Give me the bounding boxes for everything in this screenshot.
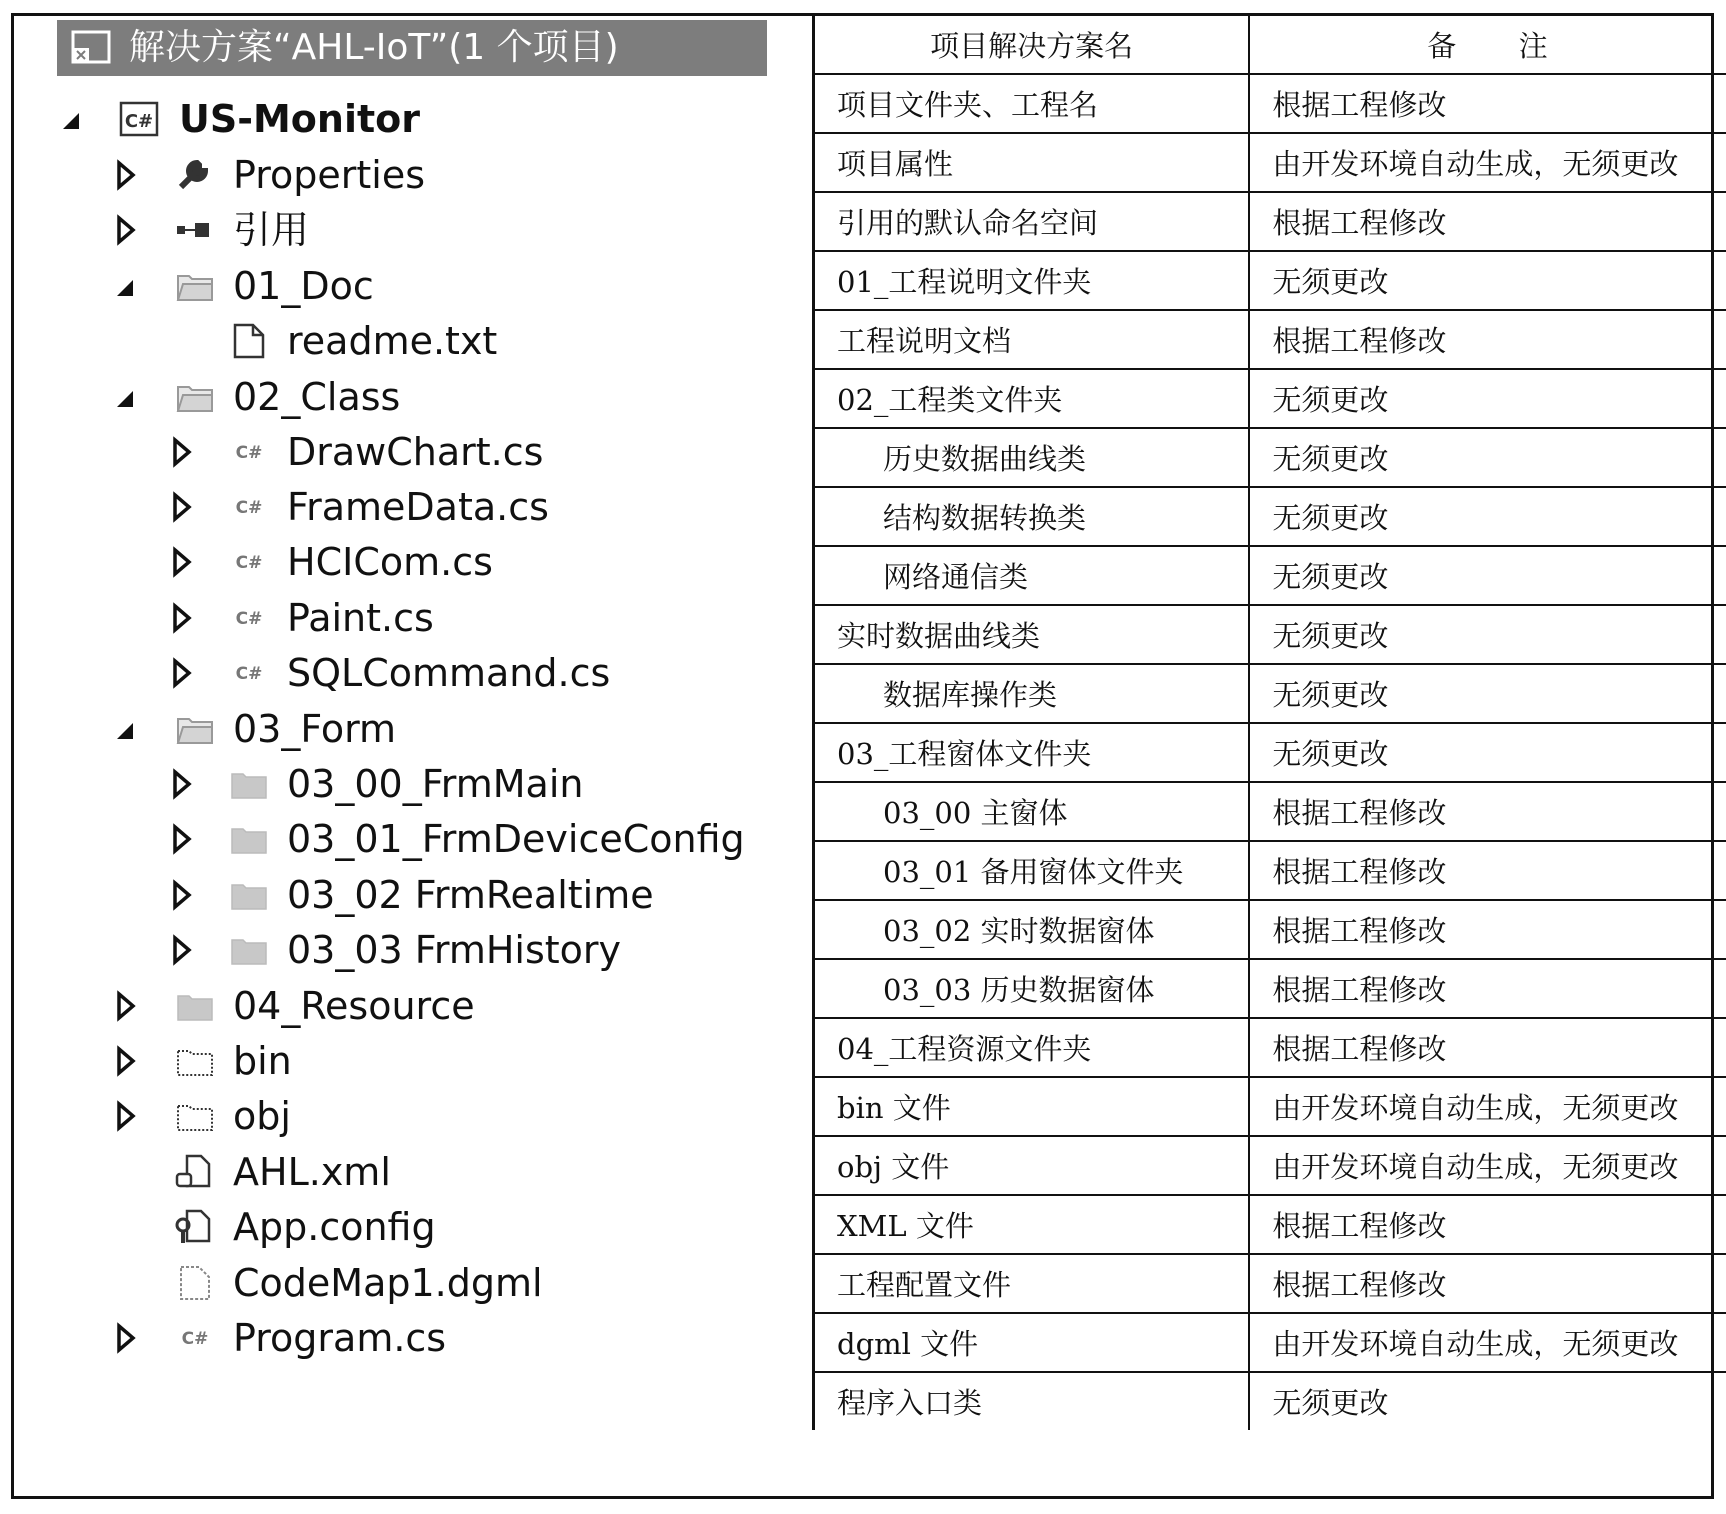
cell-note: 由开发环境自动生成，无须更改 <box>1249 1136 1726 1195</box>
table-row <box>814 605 1726 664</box>
collapsed-triangle-icon[interactable] <box>169 588 195 648</box>
cell-solution-name: 03_03 历史数据窗体 <box>814 959 1250 1018</box>
cell-note: 无须更改 <box>1249 723 1726 782</box>
table-row <box>814 900 1726 959</box>
table-row <box>814 546 1726 605</box>
table-row <box>814 664 1726 723</box>
tree-item[interactable] <box>11 809 771 869</box>
tree-item-label: 03_00_FrmMain <box>287 762 584 806</box>
tree-item-label: readme.txt <box>287 319 498 363</box>
cell-note: 由开发环境自动生成，无须更改 <box>1249 133 1726 192</box>
collapsed-triangle-icon[interactable] <box>169 865 195 925</box>
cell-note: 无须更改 <box>1249 251 1726 310</box>
table-row <box>814 1254 1726 1313</box>
table-header-row <box>814 16 1726 74</box>
cell-solution-name: 数据库操作类 <box>814 664 1250 723</box>
tree-item[interactable] <box>11 422 771 482</box>
cell-solution-name: 01_工程说明文件夹 <box>814 251 1250 310</box>
svg-text:C#: C# <box>235 443 263 463</box>
cell-solution-name: 03_02 实时数据窗体 <box>814 900 1250 959</box>
tree-item-label: App.config <box>233 1205 436 1249</box>
tree-item[interactable] <box>11 145 771 205</box>
cell-solution-name: 结构数据转换类 <box>814 487 1250 546</box>
table-row <box>814 487 1726 546</box>
tree-item[interactable] <box>11 643 771 703</box>
cell-note: 无须更改 <box>1249 369 1726 428</box>
cell-note: 根据工程修改 <box>1249 1018 1726 1077</box>
solution-explorer <box>11 13 811 1499</box>
solution-title: 解决方案“AHL-IoT”(1 个项目) <box>129 27 619 68</box>
table-row <box>814 1372 1726 1430</box>
table-row <box>814 428 1726 487</box>
table-row <box>814 133 1726 192</box>
table-row <box>814 1313 1726 1372</box>
cell-note: 由开发环境自动生成，无须更改 <box>1249 1077 1726 1136</box>
svg-text:C#: C# <box>124 111 154 132</box>
solution-icon <box>69 28 113 66</box>
collapsed-triangle-icon[interactable] <box>169 422 195 482</box>
tree-item-label: bin <box>233 1039 292 1083</box>
collapsed-triangle-icon[interactable] <box>169 532 195 592</box>
cell-solution-name: 02_工程类文件夹 <box>814 369 1250 428</box>
cell-note: 无须更改 <box>1249 487 1726 546</box>
tree-item-label: Properties <box>233 153 426 197</box>
cell-note: 根据工程修改 <box>1249 1254 1726 1313</box>
tree-item[interactable] <box>11 976 771 1036</box>
expanded-triangle-icon[interactable] <box>113 256 139 316</box>
tree-item[interactable] <box>11 1031 771 1091</box>
cell-note: 无须更改 <box>1249 546 1726 605</box>
tree-item[interactable] <box>11 1086 771 1146</box>
cell-note: 无须更改 <box>1249 605 1726 664</box>
table-row <box>814 369 1726 428</box>
csharp-icon <box>229 544 269 580</box>
file-icon <box>229 323 269 359</box>
cell-solution-name: obj 文件 <box>814 1136 1250 1195</box>
folder-open-icon <box>175 711 215 747</box>
collapsed-triangle-icon[interactable] <box>169 920 195 980</box>
tree-item[interactable] <box>11 754 771 814</box>
tree-item-label: 02_Class <box>233 375 401 419</box>
collapsed-triangle-icon[interactable] <box>169 809 195 869</box>
tree-item[interactable] <box>11 920 771 980</box>
table-row <box>814 1195 1726 1254</box>
collapsed-triangle-icon[interactable] <box>169 754 195 814</box>
cell-solution-name: 03_工程窗体文件夹 <box>814 723 1250 782</box>
tree-item-label: FrameData.cs <box>287 485 549 529</box>
tree-item[interactable] <box>11 477 771 537</box>
svg-text:C#: C# <box>235 553 263 573</box>
expanded-triangle-icon[interactable] <box>113 699 139 759</box>
tree-item[interactable] <box>11 1142 771 1202</box>
collapsed-triangle-icon[interactable] <box>169 477 195 537</box>
folder-icon <box>229 821 269 857</box>
collapsed-triangle-icon[interactable] <box>113 1086 139 1146</box>
cell-note: 根据工程修改 <box>1249 1195 1726 1254</box>
tree-item-label: HCICom.cs <box>287 540 493 584</box>
cell-solution-name: 程序入口类 <box>814 1372 1250 1430</box>
cell-note: 由开发环境自动生成，无须更改 <box>1249 1313 1726 1372</box>
tree-item-label: DrawChart.cs <box>287 430 544 474</box>
cell-solution-name: 项目属性 <box>814 133 1250 192</box>
xml-file-icon <box>175 1154 215 1190</box>
table-row <box>814 74 1726 133</box>
csharp-icon <box>229 655 269 691</box>
svg-text:C#: C# <box>181 1329 209 1349</box>
tree-item-label: AHL.xml <box>233 1150 391 1194</box>
tree-item-label: 01_Doc <box>233 264 374 308</box>
project-node[interactable] <box>11 89 771 149</box>
cell-note: 无须更改 <box>1249 428 1726 487</box>
expanded-triangle-icon[interactable] <box>113 367 139 427</box>
collapsed-triangle-icon[interactable] <box>113 145 139 205</box>
tree-item-label: Paint.cs <box>287 596 434 640</box>
csharp-project-icon <box>119 101 159 137</box>
collapsed-triangle-icon[interactable] <box>169 643 195 703</box>
tree-item[interactable] <box>11 1197 771 1257</box>
svg-text:C#: C# <box>235 498 263 518</box>
cell-solution-name: 历史数据曲线类 <box>814 428 1250 487</box>
cell-solution-name: 04_工程资源文件夹 <box>814 1018 1250 1077</box>
tree-item[interactable] <box>11 1253 771 1313</box>
table-row <box>814 310 1726 369</box>
tree-item-label: Program.cs <box>233 1316 447 1360</box>
cell-solution-name: 03_00 主窗体 <box>814 782 1250 841</box>
tree-item[interactable] <box>11 1308 771 1368</box>
cell-note: 根据工程修改 <box>1249 192 1726 251</box>
tree-item-label: 引用 <box>233 208 310 252</box>
config-file-icon <box>175 1209 215 1245</box>
table-row <box>814 251 1726 310</box>
cell-note: 无须更改 <box>1249 664 1726 723</box>
dgml-file-icon <box>175 1265 215 1301</box>
cell-solution-name: 项目文件夹、工程名 <box>814 74 1250 133</box>
table-row <box>814 959 1726 1018</box>
tree-item-label: 04_Resource <box>233 984 475 1028</box>
cell-note: 根据工程修改 <box>1249 900 1726 959</box>
tree-item[interactable] <box>11 588 771 648</box>
tree-item[interactable] <box>11 311 771 371</box>
tree-item[interactable] <box>11 367 771 427</box>
header-note: 备 注 <box>1249 16 1726 74</box>
collapsed-triangle-icon[interactable] <box>113 976 139 1036</box>
folder-open-icon <box>175 268 215 304</box>
cell-solution-name: dgml 文件 <box>814 1313 1250 1372</box>
tree-item-label: obj <box>233 1094 291 1138</box>
svg-text:C#: C# <box>235 609 263 629</box>
folder-icon <box>175 988 215 1024</box>
collapsed-triangle-icon[interactable] <box>113 200 139 260</box>
notes-table <box>812 16 1726 1430</box>
table-row <box>814 782 1726 841</box>
cell-note: 根据工程修改 <box>1249 841 1726 900</box>
references-icon <box>175 212 215 248</box>
cell-solution-name: 实时数据曲线类 <box>814 605 1250 664</box>
cell-solution-name: 网络通信类 <box>814 546 1250 605</box>
tree-item[interactable] <box>11 865 771 925</box>
tree-item-label: 03_02 FrmRealtime <box>287 873 654 917</box>
cell-solution-name: 03_01 备用窗体文件夹 <box>814 841 1250 900</box>
cell-note: 根据工程修改 <box>1249 959 1726 1018</box>
table-row <box>814 192 1726 251</box>
tree-item-label: SQLCommand.cs <box>287 651 611 695</box>
cell-note: 根据工程修改 <box>1249 74 1726 133</box>
folder-icon <box>229 877 269 913</box>
cell-solution-name: 工程说明文档 <box>814 310 1250 369</box>
cell-note: 无须更改 <box>1249 1372 1726 1430</box>
folder-hidden-icon <box>175 1098 215 1134</box>
svg-text:C#: C# <box>235 664 263 684</box>
cell-solution-name: 工程配置文件 <box>814 1254 1250 1313</box>
project-name: US-Monitor <box>179 97 421 141</box>
tree-item[interactable] <box>11 532 771 592</box>
folder-hidden-icon <box>175 1043 215 1079</box>
expanded-triangle-icon[interactable] <box>59 89 85 149</box>
table-row <box>814 841 1726 900</box>
cell-note: 根据工程修改 <box>1249 310 1726 369</box>
header-solution-name: 项目解决方案名 <box>814 16 1250 74</box>
tree-item[interactable] <box>11 699 771 759</box>
tree-item-label: 03_Form <box>233 707 397 751</box>
solution-header[interactable] <box>57 20 767 76</box>
csharp-icon <box>229 489 269 525</box>
cell-solution-name: XML 文件 <box>814 1195 1250 1254</box>
tree-item[interactable] <box>11 256 771 316</box>
collapsed-triangle-icon[interactable] <box>113 1031 139 1091</box>
folder-icon <box>229 766 269 802</box>
table-row <box>814 1077 1726 1136</box>
table-row <box>814 723 1726 782</box>
collapsed-triangle-icon[interactable] <box>113 1308 139 1368</box>
table-row <box>814 1136 1726 1195</box>
folder-icon <box>229 932 269 968</box>
csharp-icon <box>175 1320 215 1356</box>
cell-solution-name: 引用的默认命名空间 <box>814 192 1250 251</box>
tree-item-label: 03_03 FrmHistory <box>287 928 622 972</box>
tree-item[interactable] <box>11 200 771 260</box>
table-row <box>814 1018 1726 1077</box>
csharp-icon <box>229 600 269 636</box>
cell-note: 根据工程修改 <box>1249 782 1726 841</box>
wrench-icon <box>175 157 215 193</box>
folder-open-icon <box>175 379 215 415</box>
cell-solution-name: bin 文件 <box>814 1077 1250 1136</box>
tree-item-label: 03_01_FrmDeviceConfig <box>287 817 745 861</box>
csharp-icon <box>229 434 269 470</box>
tree-item-label: CodeMap1.dgml <box>233 1261 543 1305</box>
